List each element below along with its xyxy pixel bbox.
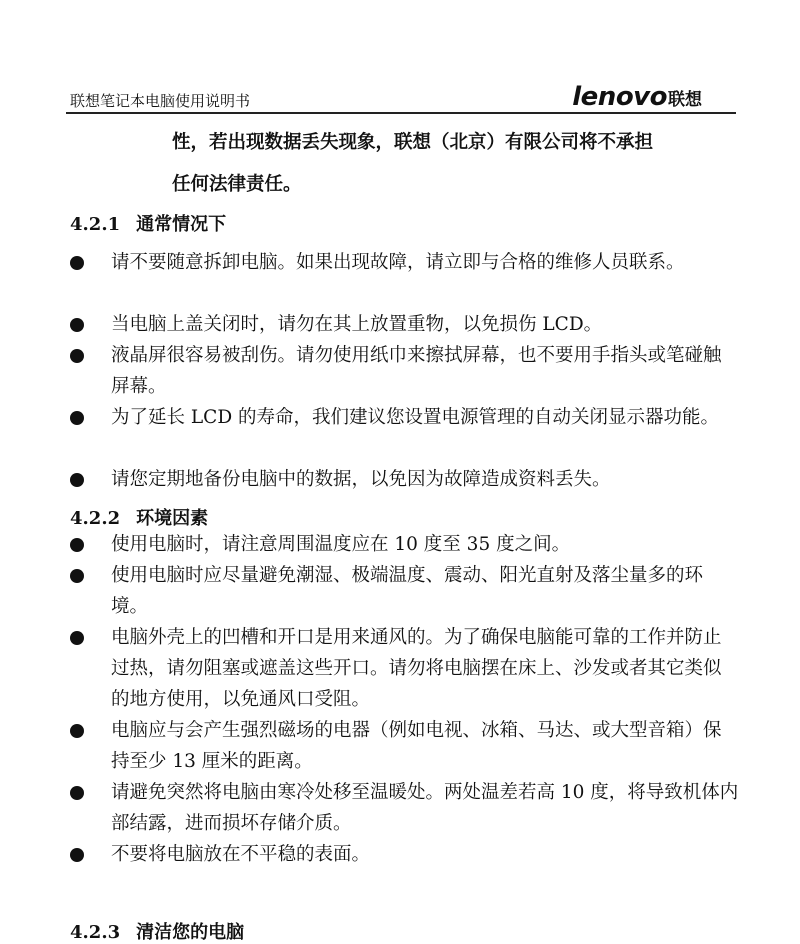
bullet-icon xyxy=(70,318,84,332)
section-number: 4.2.1 xyxy=(70,214,121,235)
logo-chinese: 联想 xyxy=(668,90,702,110)
bullet-icon xyxy=(70,473,84,487)
manual-title: 联想笔记本电脑使用说明书 xyxy=(70,92,251,110)
list-item: 为了延长 LCD 的寿命，我们建议您设置电源管理的自动关闭显示器功能。 xyxy=(111,407,720,428)
bullet-icon xyxy=(70,411,84,425)
bullet-icon xyxy=(70,724,84,738)
bullet-icon xyxy=(70,349,84,363)
section-title: 清洁您的电脑 xyxy=(136,922,245,943)
intro-line-1: 性，若出现数据丢失现象，联想（北京）有限公司将不承担 xyxy=(172,132,654,153)
list-item: 电脑应与会产生强烈磁场的电器（例如电视、冰箱、马达、或大型音箱）保持至少 13 厘米的距离。 xyxy=(111,720,722,772)
bullet-icon xyxy=(70,538,84,552)
bullet-icon xyxy=(70,256,84,270)
bullet-icon xyxy=(70,569,84,583)
intro-line-2: 任何法律责任。 xyxy=(172,174,302,195)
bullet-icon xyxy=(70,631,84,645)
list-item: 使用电脑时应尽量避免潮湿、极端温度、震动、阳光直射及落尘量多的环境。 xyxy=(111,565,704,617)
section-heading-4-2-2 xyxy=(70,504,208,530)
list-item: 电脑外壳上的凹槽和开口是用来通风的。为了确保电脑能可靠的工作并防止过热，请勿阻塞或遮盖这些开口。请勿将电脑摆在床上、沙发或者其它类似的地方使用，以免通风口受阻。 xyxy=(111,627,722,710)
section-title: 环境因素 xyxy=(136,508,209,529)
list-item: 不要将电脑放在不平稳的表面。 xyxy=(111,844,371,865)
list-item: 请不要随意拆卸电脑。如果出现故障，请立即与合格的维修人员联系。 xyxy=(111,252,685,273)
list-item: 请您定期地备份电脑中的数据，以免因为故障造成资料丢失。 xyxy=(111,469,611,490)
section-heading-4-2-1 xyxy=(70,210,226,236)
list-item: 当电脑上盖关闭时，请勿在其上放置重物，以免损伤 LCD。 xyxy=(111,314,603,335)
page-header xyxy=(66,82,736,114)
lenovo-logo xyxy=(572,82,702,112)
list-item: 液晶屏很容易被刮伤。请勿使用纸巾来擦拭屏幕，也不要用手指头或笔碰触屏幕。 xyxy=(111,345,722,397)
bullet-icon xyxy=(70,848,84,862)
bullet-icon xyxy=(70,786,84,800)
list-item: 使用电脑时，请注意周围温度应在 10 度至 35 度之间。 xyxy=(111,534,571,555)
logo-wordmark: lenovo xyxy=(572,82,667,112)
section-number: 4.2.3 xyxy=(70,922,121,943)
section-title: 通常情况下 xyxy=(136,214,227,235)
section-number: 4.2.2 xyxy=(70,508,121,529)
list-item: 请避免突然将电脑由寒冷处移至温暖处。两处温差若高 10 度，将导致机体内部结露，进而损坏存储介质。 xyxy=(111,782,739,834)
section-heading-4-2-3 xyxy=(70,918,470,943)
